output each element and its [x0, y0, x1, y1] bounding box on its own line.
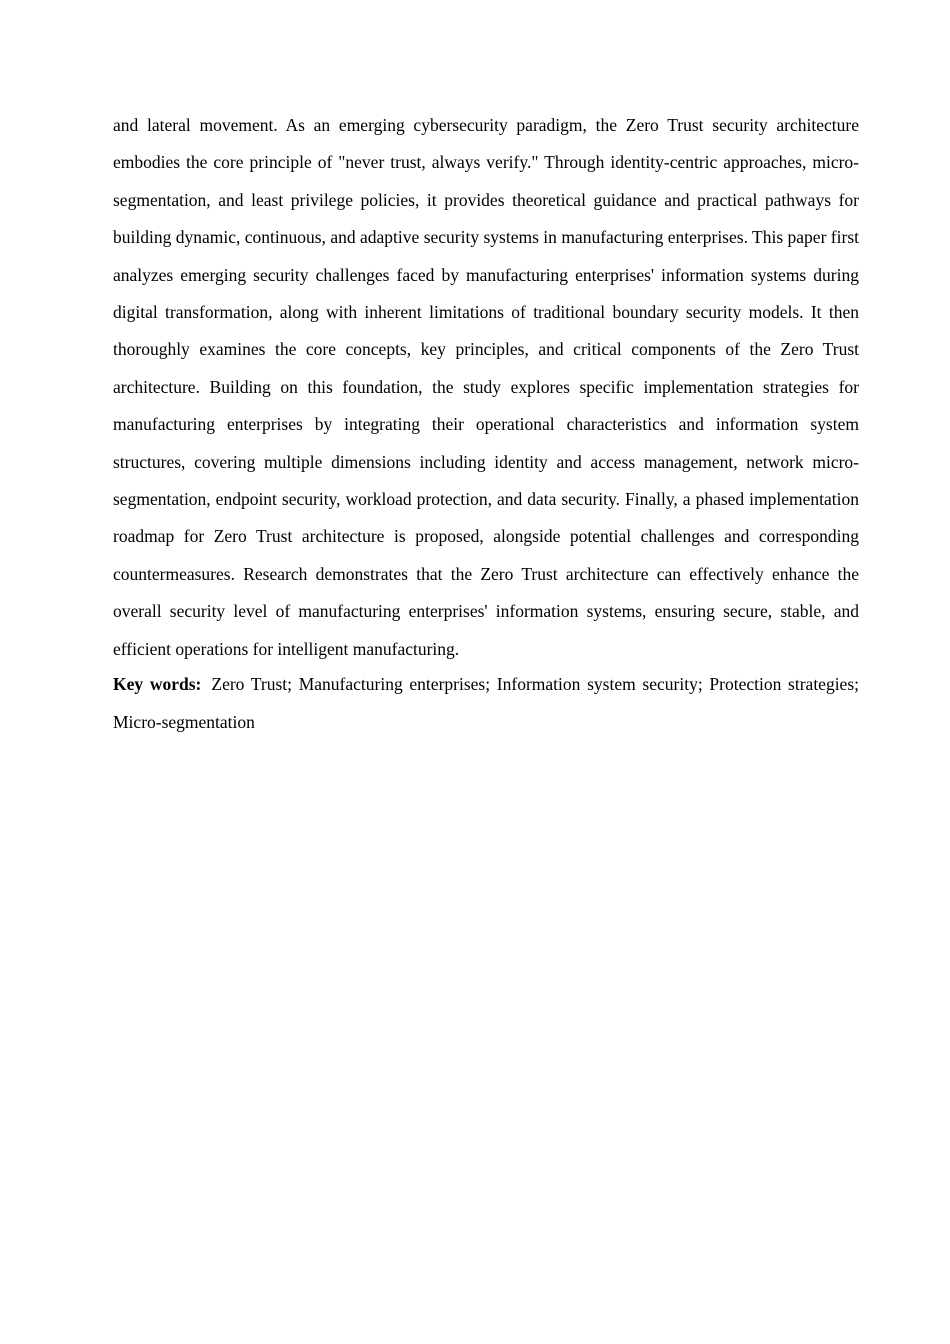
- abstract-body: and lateral movement. As an emerging cybersecurity paradigm, the Zero Trust security architecture embodies the core principle of "never trust, always verify." Through identity-centric approaches, micro-segmentation, and least privilege policies, it provides theoretical guidance and practical pathways for building dynamic, continuous, and adaptive security systems in manufacturing enterprises. This paper first analyzes emerging security challenges faced by manufacturing enterprises' information systems during digital transformation, along with inherent limitations of traditional boundary security models. It then thoroughly examines the core concepts, key principles, and critical components of the Zero Trust architecture. Building on this foundation, the study explores specific implementation strategies for manufacturing enterprises by integrating their operational characteristics and information system structures, covering multiple dimensions including identity and access management, network micro-segmentation, endpoint security, workload protection, and data security. Finally, a phased implementation roadmap for Zero Trust architecture is proposed, alongside potential challenges and corresponding countermeasures. Research demonstrates that the Zero Trust architecture can effectively enhance the overall security level of manufacturing enterprises' information systems, ensuring secure, stable, and efficient operations for intelligent manufacturing.: [113, 115, 859, 659]
- keywords-label: Key words:: [113, 674, 202, 695]
- abstract-section: [113, 107, 859, 741]
- keywords-paragraph: [113, 666, 859, 741]
- keywords-text: Zero Trust; Manufacturing enterprises; Information system security; Protection strategies; Micro-segmentation: [113, 674, 859, 732]
